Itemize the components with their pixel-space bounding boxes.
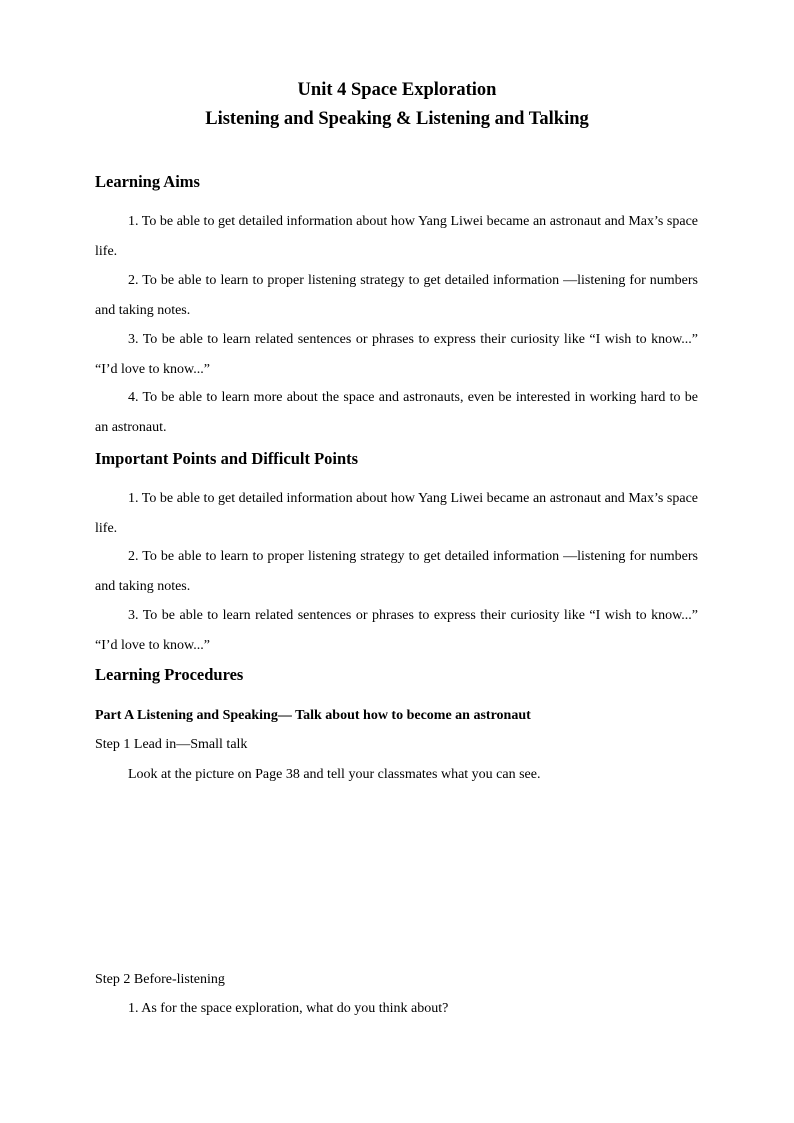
important-point-item: 1. To be able to get detailed information about how Yang Liwei became an astronaut and Max’s space life. <box>95 491 698 536</box>
step2-label: Step 2 Before-listening <box>95 972 225 987</box>
document-title: Unit 4 Space Exploration <box>297 80 497 100</box>
important-point-item: 2. To be able to learn to proper listening strategy to get detailed information —listening for numbers and taking notes. <box>95 549 698 594</box>
learning-aim-item: 3. To be able to learn related sentences or phrases to express their curiosity like “I wish to know...” “I’d love to know...” <box>95 332 698 377</box>
learning-procedures-heading: Learning Procedures <box>95 665 244 684</box>
part-a-heading: Part A Listening and Speaking— Talk about how to become an astronaut <box>95 708 531 723</box>
step1-text: Look at the picture on Page 38 and tell your classmates what you can see. <box>128 767 541 782</box>
important-point-item: 3. To be able to learn related sentences or phrases to express their curiosity like “I wish to know...” “I’d love to know...” <box>95 608 698 653</box>
learning-aims-heading: Learning Aims <box>95 172 200 191</box>
step1-label: Step 1 Lead in—Small talk <box>95 737 248 752</box>
important-points-heading: Important Points and Difficult Points <box>95 449 359 468</box>
step2-item: 1. As for the space exploration, what do you think about? <box>128 1001 449 1016</box>
document-subtitle: Listening and Speaking & Listening and Talking <box>205 109 589 129</box>
learning-aim-item: 2. To be able to learn to proper listening strategy to get detailed information —listening for numbers and taking notes. <box>95 273 698 318</box>
learning-aim-item: 4. To be able to learn more about the space and astronauts, even be interested in working hard to be an astronaut. <box>95 390 698 435</box>
learning-aim-item: 1. To be able to get detailed information about how Yang Liwei became an astronaut and Max’s space life. <box>95 214 698 259</box>
